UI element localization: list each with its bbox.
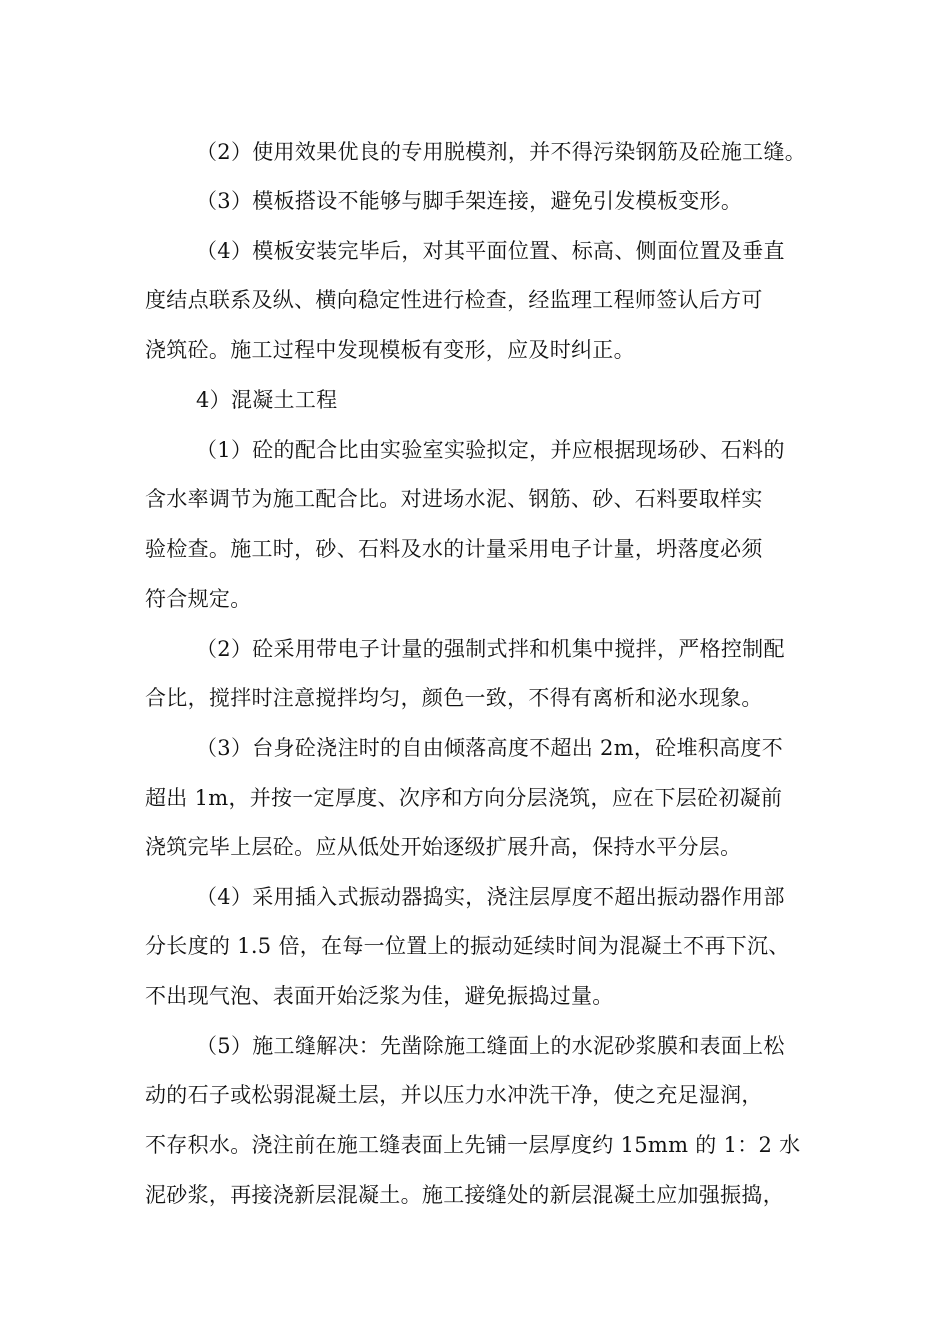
paragraph-line: （4）采用插入式振动器捣实，浇注层厚度不超出振动器作用部 <box>196 885 785 909</box>
paragraph-line: 动的石子或松弱混凝土层，并以压力水冲洗干净，使之充足湿润， <box>145 1083 763 1107</box>
paragraph-line: 验检查。施工时，砂、石料及水的计量采用电子计量，坍落度必须 <box>145 537 763 561</box>
paragraph-line: 不存积水。浇注前在施工缝表面上先铺一层厚度约 15mm 的 1：2 水 <box>145 1133 801 1157</box>
paragraph-line: 度结点联系及纵、横向稳定性进行检查，经监理工程师签认后方可 <box>145 288 763 312</box>
paragraph-line: （5）施工缝解决：先凿除施工缝面上的水泥砂浆膜和表面上松 <box>196 1034 785 1058</box>
paragraph-line: 浇筑完毕上层砼。应从低处开始逐级扩展升高，保持水平分层。 <box>145 835 742 859</box>
paragraph-line: 含水率调节为施工配合比。对进场水泥、钢筋、砂、石料要取样实 <box>145 487 763 511</box>
paragraph-line: 超出 1m，并按一定厚度、次序和方向分层浇筑，应在下层砼初凝前 <box>145 786 783 810</box>
paragraph-line: 浇筑砼。施工过程中发现模板有变形，应及时纠正。 <box>145 338 635 362</box>
paragraph-line: （3）模板搭设不能够与脚手架连接，避免引发模板变形。 <box>196 189 743 213</box>
paragraph-line: 合比，搅拌时注意搅拌均匀，颜色一致，不得有离析和泌水现象。 <box>145 686 763 710</box>
paragraph-line: （2）砼采用带电子计量的强制式拌和机集中搅拌，严格控制配 <box>196 637 785 661</box>
paragraph-line: 分长度的 1.5 倍，在每一位置上的振动延续时间为混凝土不再下沉、 <box>145 934 790 958</box>
paragraph-line: （4）模板安装完毕后，对其平面位置、标高、侧面位置及垂直 <box>196 239 785 263</box>
paragraph-line: （1）砼的配合比由实验室实验拟定，并应根据现场砂、石料的 <box>196 438 785 462</box>
paragraph-line: 不出现气泡、表面开始泛浆为佳，避免振捣过量。 <box>145 984 614 1008</box>
paragraph-line: 泥砂浆，再接浇新层混凝土。施工接缝处的新层混凝土应加强振捣， <box>145 1183 784 1207</box>
paragraph-line: （2）使用效果优良的专用脱模剂，并不得污染钢筋及砼施工缝。 <box>196 140 807 164</box>
paragraph-line: （3）台身砼浇注时的自由倾落高度不超出 2m，砼堆积高度不 <box>196 736 784 760</box>
paragraph-line: 符合规定。 <box>145 587 252 611</box>
section-heading: 4）混凝土工程 <box>196 388 338 412</box>
